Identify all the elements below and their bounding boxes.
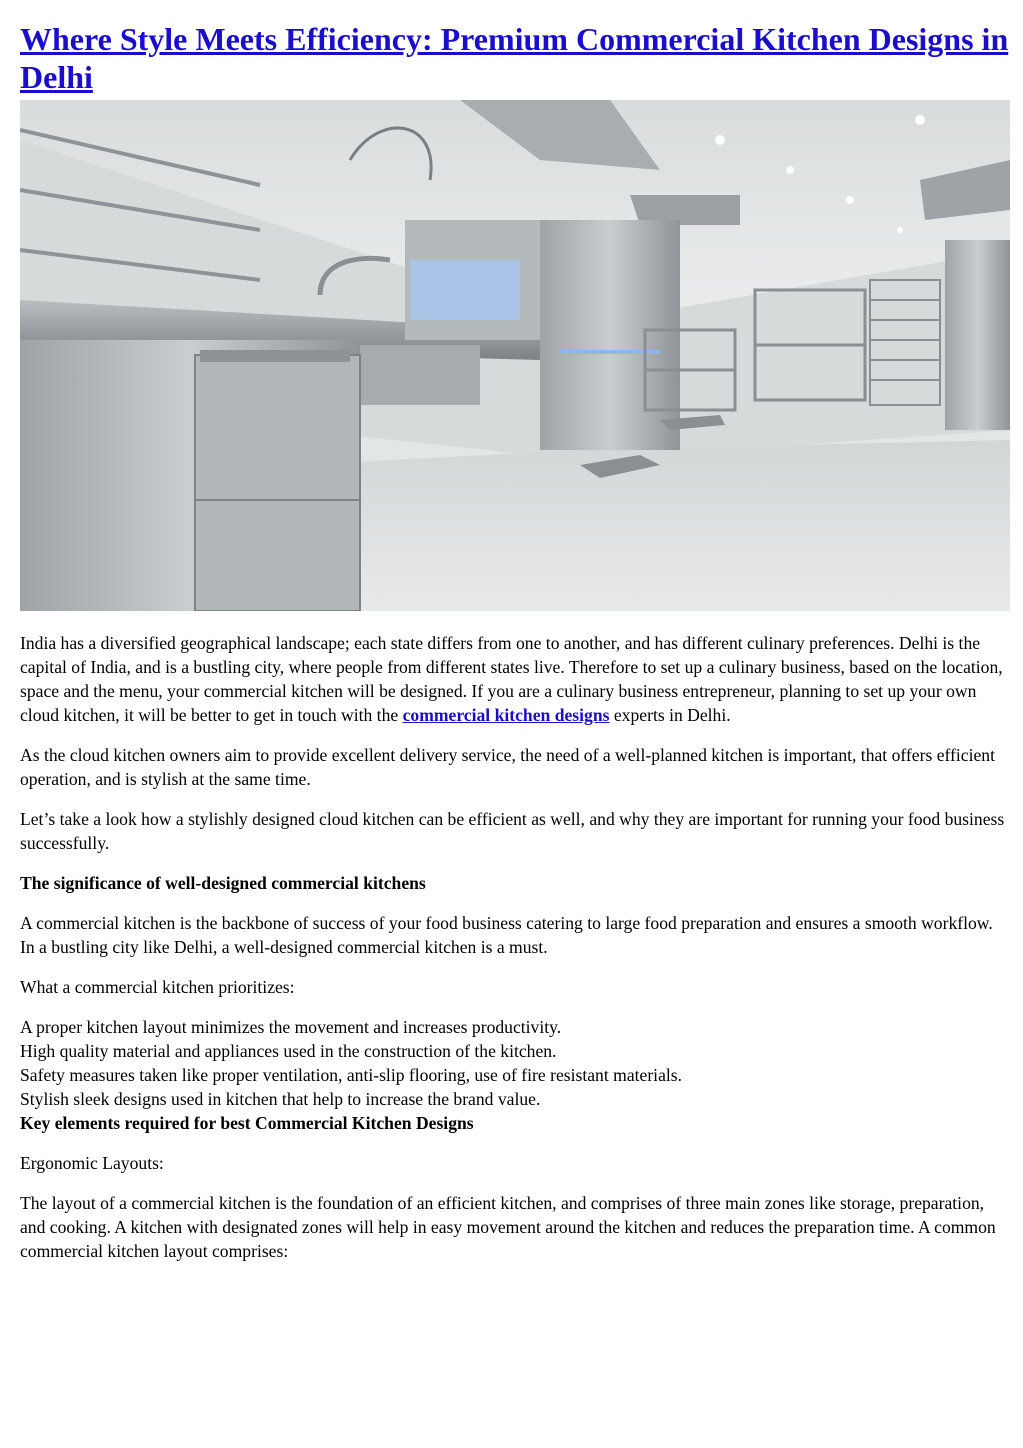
article-body <box>20 631 1010 1263</box>
intro-text: India has a diversified geographical landscape; each state differs from one to another, and has different culinary preferences. Delhi is the capital of India, and is a bustling city, where people from different states live. Therefore to set up a culinary business, based on the location, space and the menu, your commercial kitchen will be designed. If you are a culinary business entrepreneur, planning to set up your own cloud kitchen, it will be better to get in touch with the <box>20 633 1003 725</box>
paragraph-3: Let’s take a look how a stylishly designed cloud kitchen can be efficient as well, and why they are important for running your food business successfully. <box>20 809 1005 853</box>
paragraph-7: The layout of a commercial kitchen is the foundation of an efficient kitchen, and comprises of three main zones like storage, preparation, and cooking. A kitchen with designated zones will help in easy movement around the kitchen and reduces the preparation time. A common commercial kitchen layout comprises: <box>20 1193 996 1261</box>
section-heading-key-elements: Key elements required for best Commercial Kitchen Designs <box>20 1113 474 1133</box>
paragraph-4: A commercial kitchen is the backbone of success of your food business catering to large food preparation and ensures a smooth workflow. In a bustling city like Delhi, a well-designed commercial kitchen is a must. <box>20 913 993 957</box>
paragraph-2: As the cloud kitchen owners aim to provide excellent delivery service, the need of a well-planned kitchen is important, that offers efficient operation, and is stylish at the same time. <box>20 745 995 789</box>
article-title-link[interactable]: Where Style Meets Efficiency: Premium Commercial Kitchen Designs in Delhi <box>20 21 1009 95</box>
intro-text-end: experts in Delhi. <box>609 705 731 725</box>
section-heading-significance: The significance of well-designed commercial kitchens <box>20 873 426 893</box>
list-item: Safety measures taken like proper ventilation, anti-slip flooring, use of fire resistant materials. <box>20 1065 683 1085</box>
paragraph-5: What a commercial kitchen prioritizes: <box>20 977 295 997</box>
intro-paragraph <box>20 631 1010 727</box>
priorities-list <box>20 1015 1010 1111</box>
list-item: A proper kitchen layout minimizes the movement and increases productivity. <box>20 1017 562 1037</box>
document-page <box>20 20 1010 1279</box>
kitchen-photo <box>20 100 1010 611</box>
commercial-kitchen-designs-link[interactable]: commercial kitchen designs <box>402 705 610 725</box>
list-item: Stylish sleek designs used in kitchen that help to increase the brand value. <box>20 1089 541 1109</box>
paragraph-6: Ergonomic Layouts: <box>20 1153 164 1173</box>
list-item: High quality material and appliances used in the construction of the kitchen. <box>20 1041 557 1061</box>
